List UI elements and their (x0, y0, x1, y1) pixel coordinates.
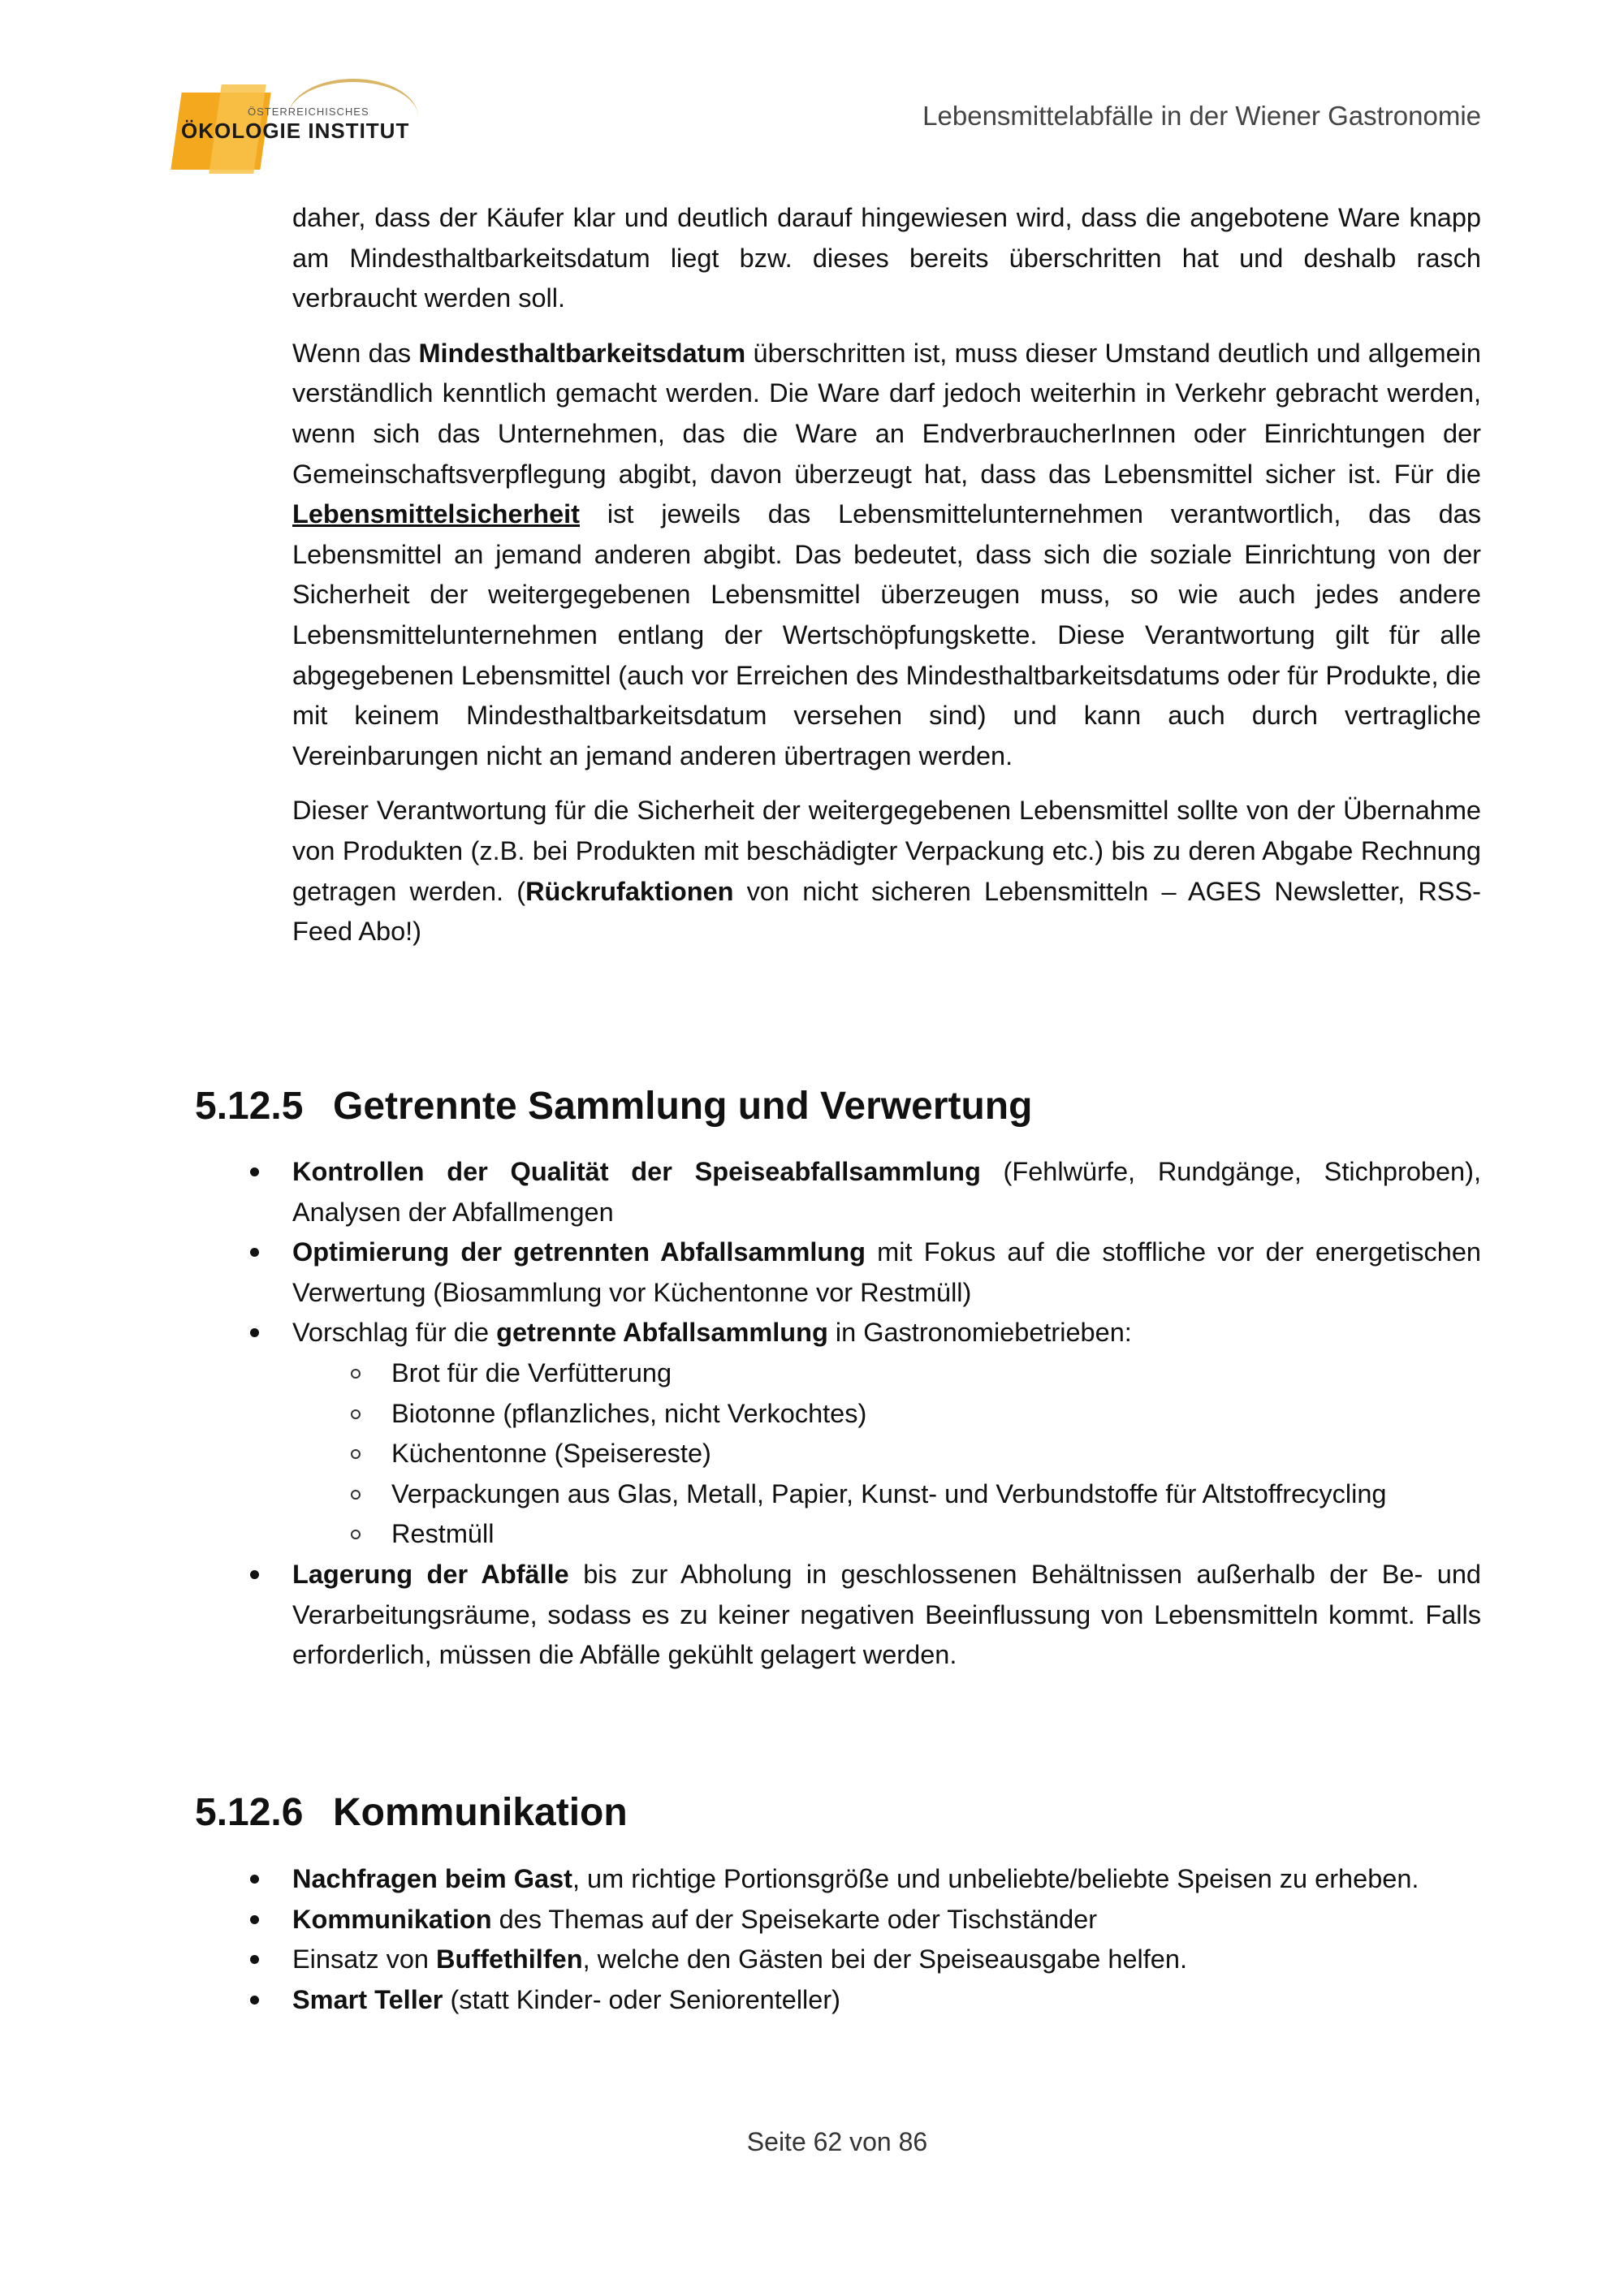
list-item (292, 1555, 1481, 1676)
list-item (292, 1313, 1481, 1353)
text: mit Fokus auf die stoffliche vor der energetischen Verwertung (Biosammlung vor Küchentonne vor Restmüll) (292, 1237, 1482, 1307)
text: (Fehlwürfe, Rundgänge, Stichproben), Analysen der Abfallmengen (292, 1157, 1481, 1227)
text: des Themas auf der Speisekarte oder Tischständer (491, 1904, 1098, 1934)
page-number: Seite 62 von 86 (746, 2127, 928, 2156)
bold-term: Buffethilfen (436, 1944, 583, 1974)
section-title: Getrennte Sammlung und Verwertung (333, 1085, 1033, 1128)
sub-list-item: Küchentonne (Speisereste) (391, 1434, 1481, 1474)
bold-term: Nachfragen beim Gast (292, 1864, 572, 1893)
text: in Gastronomiebetrieben: (827, 1318, 1132, 1348)
section-heading (195, 1790, 628, 1835)
organization-logo (166, 75, 410, 176)
logo-small-text: ÖSTERREICHISCHES (248, 106, 369, 118)
section-number: 5.12.6 (195, 1791, 304, 1834)
paragraph: daher, dass der Käufer klar und deutlich darauf hingewiesen wird, dass die angebotene Ware knapp am Mindesthaltbarkeitsdatum liegt bzw. dieses bereits überschritten hat und deshalb rasch verbraucht werden soll. (292, 203, 1481, 313)
section-heading (195, 1084, 1032, 1129)
section-title: Kommunikation (333, 1791, 628, 1834)
bold-term: getrennte Abfallsammlung (496, 1318, 828, 1348)
underlined-term: Lebensmittelsicherheit (292, 499, 580, 529)
text: Dieser Verantwortung für die Sicherheit der weitergegebenen Lebensmittel sollte von der Übernahme von Produkten (z.B. bei Produkten mit beschädigter Verpackung etc.) bis zu deren Abgabe Rechnung getragen werden. ( (292, 796, 1481, 906)
sub-list-item: Biotonne (pflanzliches, nicht Verkochtes) (391, 1394, 1481, 1435)
text: überschritten ist, muss dieser Umstand deutlich und allgemein verständlich kenntlich gemacht werden. Die Ware darf jedoch weiterhin in Verkehr gebracht werden, wenn sich das Unternehmen, das die Ware an EndverbraucherInnen oder Einrichtungen der Gemeinschaftsverpflegung abgibt, davon überzeugt hat, dass das Lebensmittel sicher ist. Für die (292, 338, 1481, 489)
list-item (292, 1900, 1481, 1940)
bold-term: Smart Teller (292, 1984, 443, 2014)
bold-term: Kontrollen der Qualität der Speiseabfallsammlung (292, 1157, 981, 1186)
bold-term: Lagerung der Abfälle (292, 1559, 569, 1589)
list-item (292, 1152, 1481, 1232)
text: (statt Kinder- oder Seniorenteller) (443, 1984, 840, 2014)
bold-term: Optimierung der getrennten Abfallsammlung (292, 1237, 866, 1267)
bold-term: Mindesthaltbarkeitsdatum (418, 338, 746, 368)
list-item (292, 1232, 1481, 1313)
paragraph (292, 791, 1481, 952)
text: von nicht sicheren Lebensmitteln – AGES Newsletter, RSS-Feed Abo!) (292, 876, 1481, 947)
list-item (292, 1859, 1481, 1900)
document-header-title: Lebensmittelabfälle in der Wiener Gastronomie (922, 101, 1481, 131)
sub-list-item: Verpackungen aus Glas, Metall, Papier, Kunst- und Verbundstoffe für Altstoffrecycling (391, 1474, 1481, 1515)
logo-big-text: ÖKOLOGIE INSTITUT (181, 119, 410, 143)
text: , um richtige Portionsgröße und unbeliebte/beliebte Speisen zu erheben. (572, 1864, 1419, 1893)
body-text (292, 198, 1481, 967)
section-list (292, 1859, 1481, 2020)
section-list (292, 1152, 1481, 1676)
text: Wenn das (292, 338, 419, 368)
list-item (292, 1940, 1481, 1980)
list-item (292, 1980, 1481, 2021)
text: Einsatz von (292, 1944, 437, 1974)
bold-term: Kommunikation (292, 1904, 492, 1934)
text: Vorschlag für die (292, 1318, 497, 1348)
text: ist jeweils das Lebensmittelunternehmen verantwortlich, das das Lebensmittel an jemand anderen abgibt. Das bedeutet, dass sich die soziale Einrichtung von der Sicherheit der weitergegebenen Lebensmittel überzeugen muss, so wie auch jedes andere Lebensmittelunternehmen entlang der Wertschöpfungskette. Diese Verantwortung gilt für alle abgegebenen Lebensmittel (auch vor Erreichen des Mindesthaltbarkeitsdatums oder für Produkte, die mit keinem Mindesthaltbarkeitsdatum versehen sind) und kann auch durch vertragliche Vereinbarungen nicht an jemand anderen übertragen werden. (292, 499, 1481, 770)
text: bis zur Abholung in geschlossenen Behältnissen außerhalb der Be- und Verarbeitungsräume, sodass es zu keiner negativen Beeinflussung von Lebensmitteln kommt. Falls erforderlich, müssen die Abfälle gekühlt gelagert werden. (292, 1559, 1482, 1670)
sub-list-item: Brot für die Verfütterung (391, 1353, 1481, 1394)
section-number: 5.12.5 (195, 1085, 304, 1128)
bold-term: Rückrufaktionen (525, 876, 734, 906)
text: , welche den Gästen bei der Speiseausgabe helfen. (582, 1944, 1187, 1974)
sub-list-item: Restmüll (391, 1514, 1481, 1555)
paragraph (292, 334, 1481, 777)
